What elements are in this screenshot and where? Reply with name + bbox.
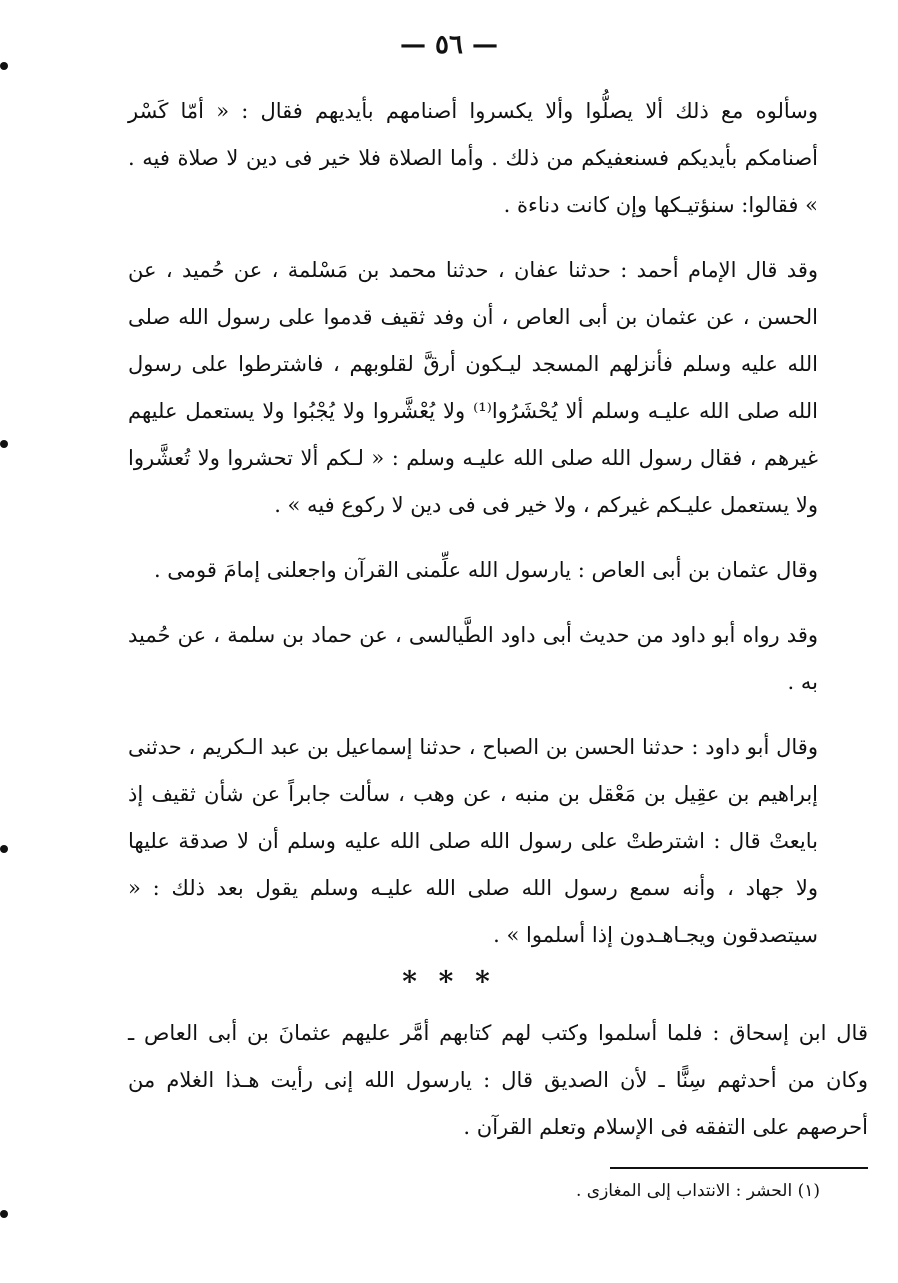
paragraph-6: قال ابن إسحاق : فلما أسلموا وكتب لهم كتابهم أمَّر عليهم عثمانَ بن أبى العاص ـ وكان من أحدثهم سِنًّا ـ لأن الصديق قال : يارسول الله إنى رأيت هـذا الغلام من أحرصهم على التفقه فى الإسلام وتعلم القرآن . xyxy=(128,1021,868,1139)
margin-mark xyxy=(0,845,8,853)
second-section-text xyxy=(128,1010,868,1169)
section-separator: * * * xyxy=(402,965,496,998)
margin-mark xyxy=(0,1210,8,1218)
paragraph-5: وقال أبو داود : حدثنا الحسن بن الصباح ، حدثنا إسماعيل بن عبد الـكريم ، حدثنى إبراهيم بن عقِيل بن مَعْقل بن منبه ، عن وهب ، سألت جابراً عن شأن ثقيف إذ بايعتْ قال : اشترطتْ على رسول الله صلى الله عليه وسلم أن لا صدقة عليها ولا جهاد ، وأنه سمع رسول الله صلى الله عليـه وسلم يقول بعد ذلك : « سيتصدقون ويجـاهـدون إذا أسلموا » . xyxy=(128,735,818,947)
margin-mark xyxy=(0,440,8,448)
footnote-divider xyxy=(610,1167,868,1169)
paragraph-1: وسألوه مع ذلك ألا يصلُّوا وألا يكسروا أصنامهم بأيديهم فقال : « أمّا كَسْر أصنامكم بأيديكم فسنعفيكم من ذلك . وأما الصلاة فلا خير فى دين لا صلاة فيه . » فقالوا: سنؤتيـكها وإن كانت دناءة . xyxy=(128,99,819,217)
page-number: — ٥٦ — xyxy=(399,30,499,60)
paragraph-4: وقد رواه أبو داود من حديث أبى داود الطَّيالسى ، عن حماد بن سلمة ، عن حُميد به . xyxy=(128,623,818,694)
footnote: (١) الحشر : الانتداب إلى المغازى . xyxy=(575,1181,820,1201)
paragraph-3: وقال عثمان بن أبى العاص : يارسول الله علِّمنى القرآن واجعلنى إمامَ قومى . xyxy=(153,558,818,582)
main-text xyxy=(128,88,818,977)
margin-mark xyxy=(0,62,8,70)
paragraph-2: وقد قال الإمام أحمد : حدثنا عفان ، حدثنا محمد بن مَسْلمة ، عن حُميد ، عن الحسن ، عن عثمان بن أبى العاص ، أن وفد ثقيف قدموا على رسول الله صلى الله عليه وسلم فأنزلهم المسجد ليـكون أرقَّ لقلوبهم ، فاشترطوا على رسول الله صلى الله عليـه وسلم ألا يُحْشَرُوا⁽¹⁾ ولا يُعْشَّروا ولا يُجْبُوا ولا يستعمل عليهم غيرهم ، فقال رسول الله صلى الله عليـه وسلم : « لـكم ألا تحشروا ولا تُعشَّروا ولا يستعمل عليـكم غيركم ، ولا خير فى فى دين لا ركوع فيه » . xyxy=(128,258,818,517)
